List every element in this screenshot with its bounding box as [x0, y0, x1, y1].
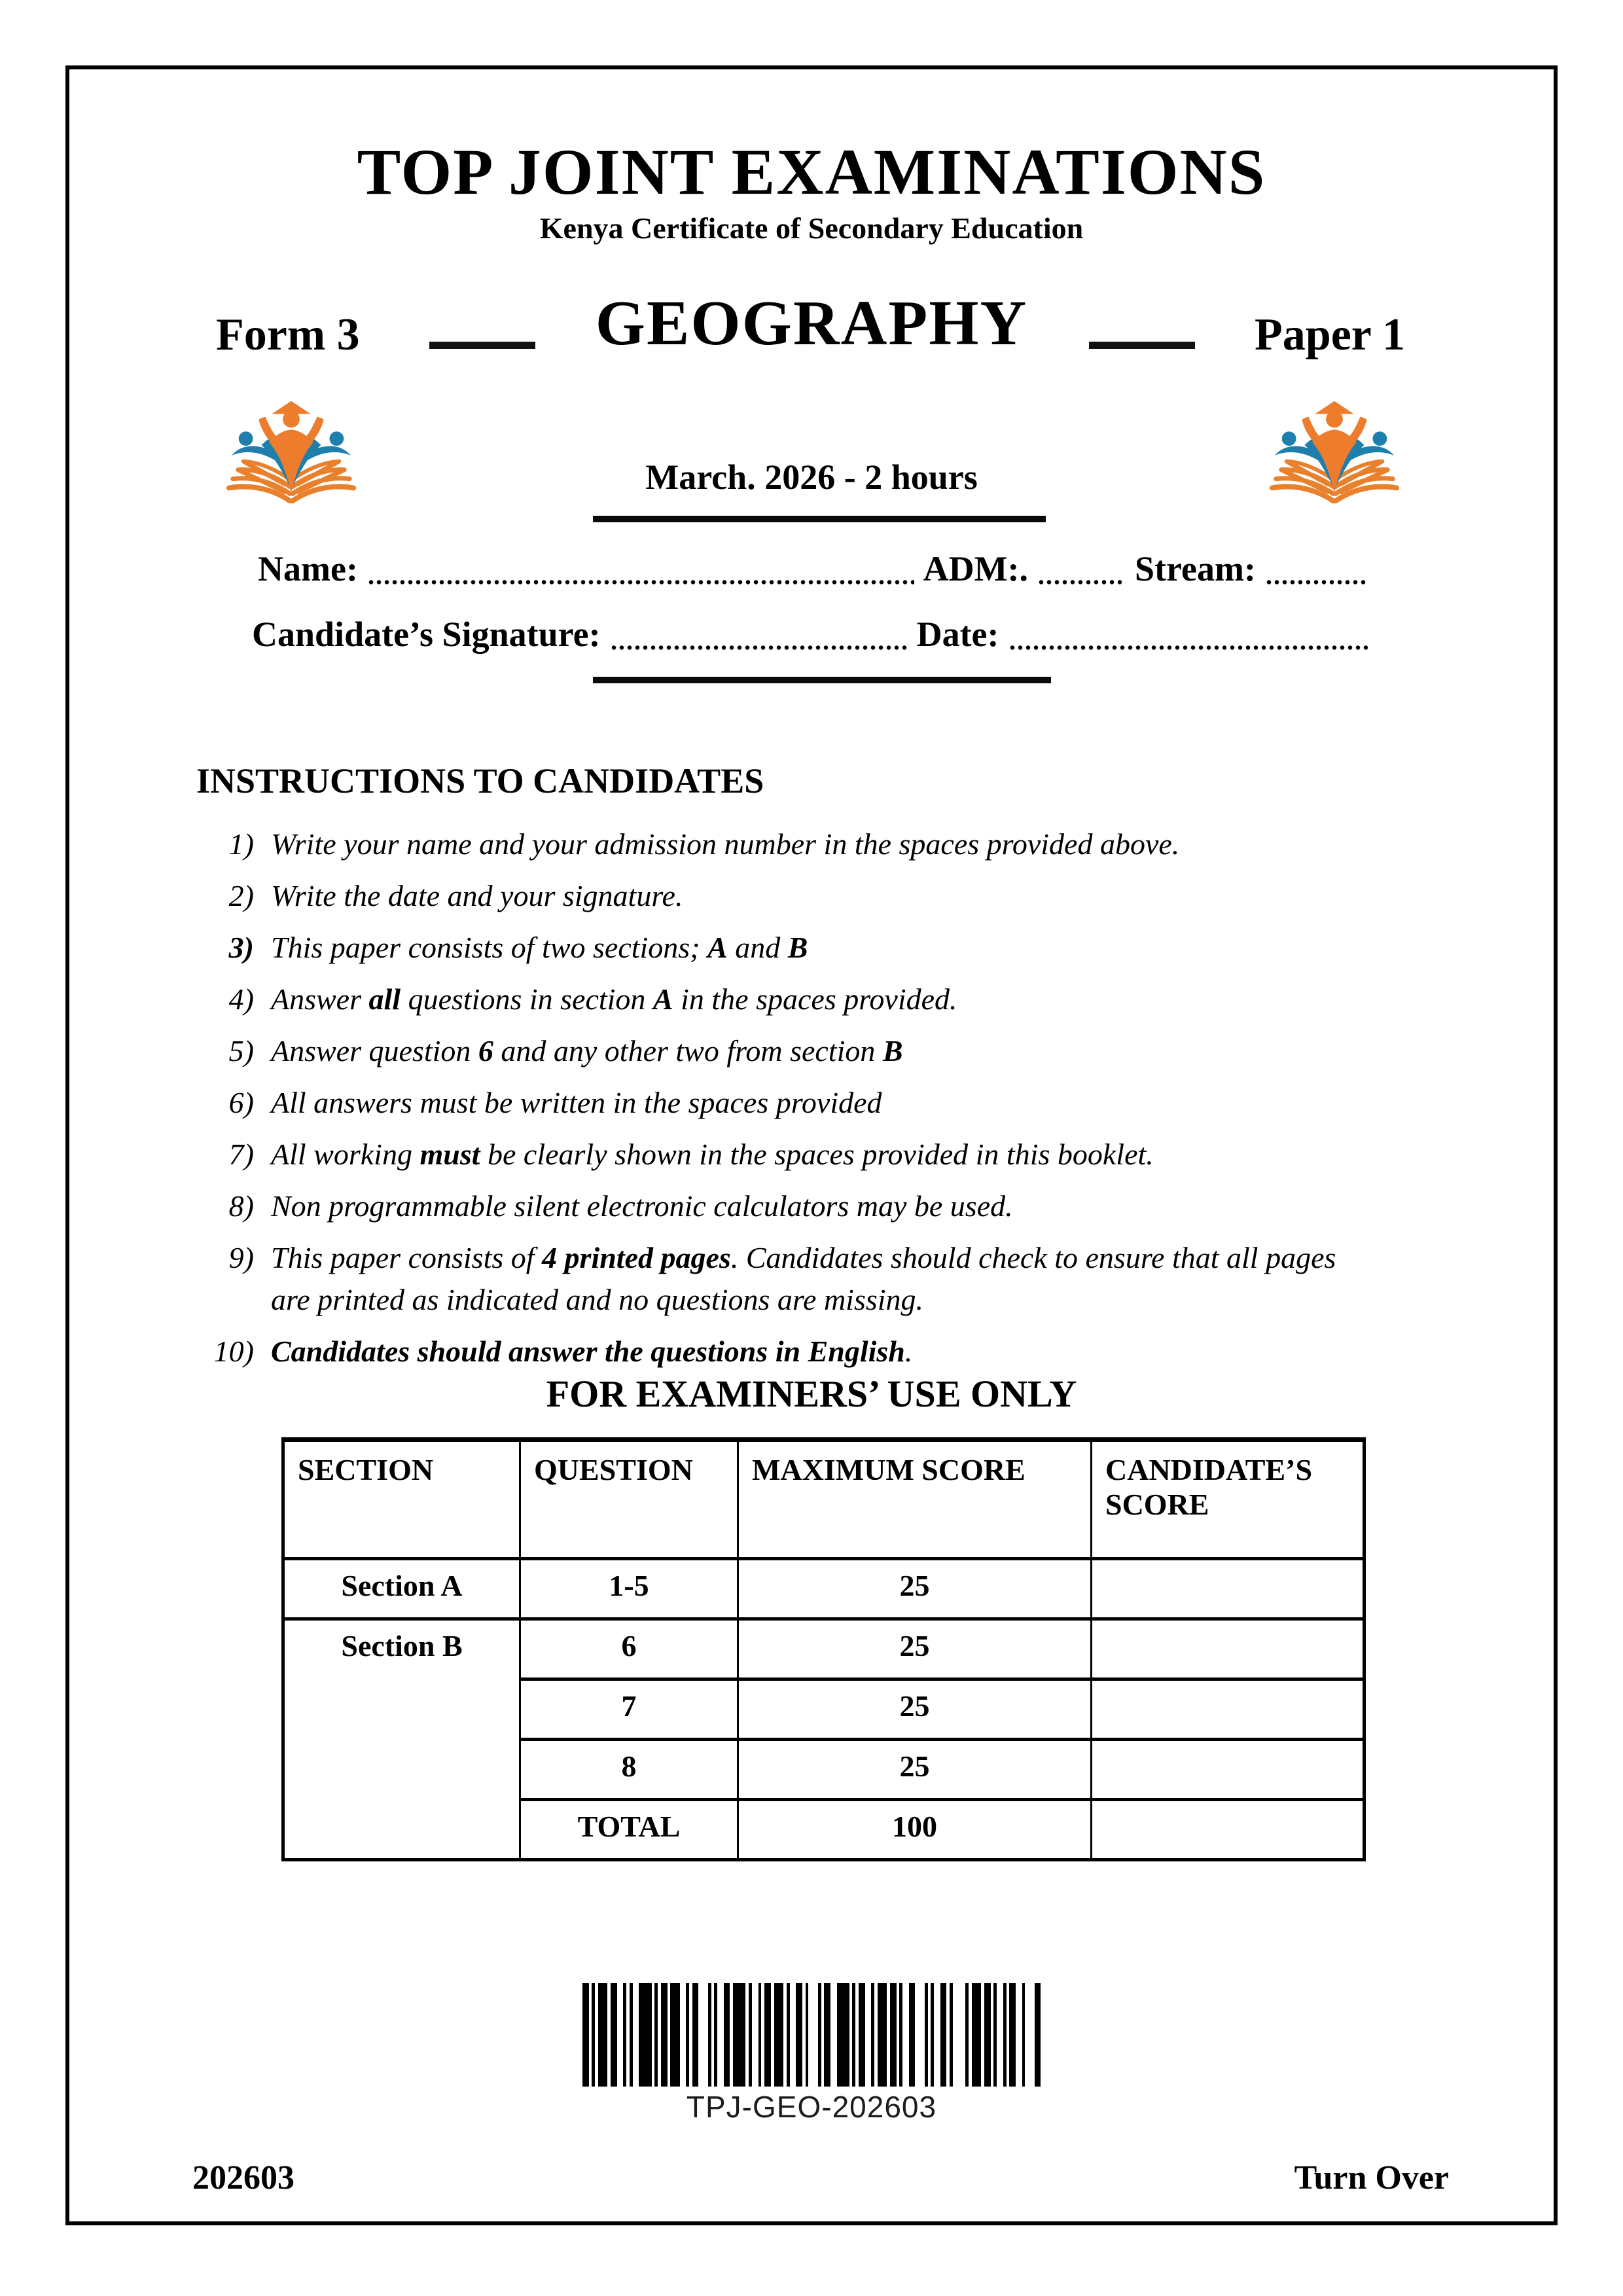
- barcode-bar: [824, 1983, 830, 2087]
- barcode-bar: [639, 1983, 651, 2087]
- instruction-number: 7): [228, 1138, 254, 1171]
- barcode-bar: [611, 1983, 617, 2087]
- instruction-number: 1): [228, 827, 254, 861]
- exam-board-title: TOP JOINT EXAMINATIONS: [357, 135, 1266, 208]
- question-cell: 6: [520, 1619, 738, 1679]
- left-dash-divider: [429, 342, 535, 349]
- barcode-gap: [1025, 1983, 1034, 2087]
- table-row: [283, 1559, 1364, 1619]
- instruction-text: This paper consists of 4 printed pages. Candidates should check to ensure that all pages are printed as indicated and no questions are missing.: [271, 1241, 1336, 1316]
- barcode-bar: [582, 1983, 589, 2087]
- barcode-gap: [808, 1983, 817, 2087]
- barcode-bar: [859, 1983, 865, 2087]
- score-cell: [1092, 1679, 1364, 1740]
- question-cell: 8: [520, 1740, 738, 1800]
- adm-fill-line: [1037, 558, 1126, 585]
- score-cell: [1092, 1740, 1364, 1800]
- divider-rule-top: [593, 516, 1046, 522]
- name-label: Name:: [258, 549, 358, 588]
- col-header-question: QUESTION: [520, 1440, 738, 1559]
- barcode-bar: [984, 1983, 991, 2087]
- instruction-number: 6): [228, 1086, 254, 1119]
- instruction-number: 4): [228, 982, 254, 1016]
- max-score-cell: 25: [738, 1740, 1092, 1800]
- exam-session: March. 2026 - 2 hours: [645, 457, 978, 497]
- instruction-number: 2): [228, 879, 254, 912]
- barcode-bar: [940, 1983, 947, 2087]
- question-cell: 1-5: [520, 1559, 738, 1619]
- instruction-text: All answers must be written in the spaces provided: [271, 1086, 882, 1119]
- date-label: Date:: [916, 615, 999, 654]
- barcode-gap: [1016, 1983, 1022, 2087]
- score-cell: [1092, 1619, 1364, 1679]
- score-cell: [1092, 1800, 1364, 1860]
- instruction-text: This paper consists of two sections; A and B: [271, 931, 808, 964]
- barcode-bar: [878, 1983, 887, 2087]
- stream-fill-line: [1265, 558, 1368, 585]
- instruction-item: [196, 1134, 1381, 1175]
- examiners-heading: FOR EXAMINERS’ USE ONLY: [546, 1372, 1077, 1415]
- score-cell: [1092, 1559, 1364, 1619]
- barcode-gap: [790, 1983, 796, 2087]
- barcode-gap: [633, 1983, 639, 2087]
- barcode-gap: [717, 1983, 724, 2087]
- barcode-bar: [692, 1983, 699, 2087]
- instruction-text: Write the date and your signature.: [271, 879, 683, 912]
- right-dash-divider: [1089, 342, 1195, 349]
- barcode-bar: [796, 1983, 802, 2087]
- instruction-item: [196, 1331, 1381, 1372]
- instruction-number: 3): [228, 931, 254, 964]
- name-fill-line: [367, 558, 914, 585]
- barcode-bar: [724, 1983, 730, 2087]
- section-cell: Section A: [283, 1559, 520, 1619]
- instruction-item: [196, 823, 1381, 865]
- instruction-number: 9): [228, 1241, 254, 1274]
- instruction-text: Candidates should answer the questions in English.: [271, 1335, 913, 1368]
- question-cell: 7: [520, 1679, 738, 1740]
- barcode-gap: [865, 1983, 872, 2087]
- barcode-gap: [902, 1983, 909, 2087]
- instruction-text: Non programmable silent electronic calculators may be used.: [271, 1189, 1013, 1223]
- barcode-bar: [909, 1983, 916, 2087]
- instruction-item: [196, 875, 1381, 917]
- col-header-maximum-score: MAXIMUM SCORE: [738, 1440, 1092, 1559]
- form-level: Form 3: [216, 310, 360, 360]
- signature-row: [252, 614, 1377, 655]
- barcode-gap: [752, 1983, 758, 2087]
- question-cell: TOTAL: [520, 1800, 738, 1860]
- max-score-cell: 25: [738, 1619, 1092, 1679]
- max-score-cell: 25: [738, 1559, 1092, 1619]
- max-score-cell: 25: [738, 1679, 1092, 1740]
- instruction-text: Answer all questions in section A in the spaces provided.: [271, 982, 957, 1016]
- barcode-bar: [598, 1983, 607, 2087]
- barcode-bar: [661, 1983, 668, 2087]
- barcode-gap: [915, 1983, 924, 2087]
- barcode-bar: [1035, 1983, 1041, 2087]
- paper-number: Paper 1: [1255, 310, 1406, 360]
- barcode-bar: [837, 1983, 849, 2087]
- examiners-score-table: [281, 1437, 1366, 1861]
- barcode-gap: [830, 1983, 837, 2087]
- signature-fill-line: [610, 623, 908, 651]
- max-score-cell: 100: [738, 1800, 1092, 1860]
- instruction-number: 10): [213, 1335, 254, 1368]
- instruction-number: 5): [228, 1034, 254, 1067]
- instruction-text: All working must be clearly shown in the spaces provided in this booklet.: [271, 1138, 1154, 1171]
- barcode-gap: [934, 1983, 940, 2087]
- adm-label: ADM:.: [923, 549, 1029, 588]
- barcode-gap: [617, 1983, 624, 2087]
- barcode-bar: [890, 1983, 897, 2087]
- barcode-bar: [1009, 1983, 1016, 2087]
- instruction-number: 8): [228, 1189, 254, 1223]
- barcode-bar: [764, 1983, 771, 2087]
- subject-title: GEOGRAPHY: [595, 288, 1028, 359]
- barcode-bar: [733, 1983, 745, 2087]
- table-row: [283, 1619, 1364, 1679]
- barcode-gap: [953, 1983, 965, 2087]
- instruction-text: Write your name and your admission number in the spaces provided above.: [271, 827, 1180, 861]
- table-header-row: [283, 1440, 1364, 1559]
- instruction-text: Answer question 6 and any other two from section B: [271, 1034, 903, 1067]
- instruction-item: [196, 978, 1381, 1020]
- instructions-list: [196, 823, 1381, 1382]
- section-cell: Section B: [283, 1619, 520, 1860]
- date-fill-line: [1008, 623, 1368, 651]
- signature-label: Candidate’s Signature:: [252, 615, 601, 654]
- divider-rule-bottom: [593, 677, 1051, 683]
- exam-board-subtitle: Kenya Certificate of Secondary Education: [539, 211, 1084, 245]
- barcode-gap: [680, 1983, 687, 2087]
- name-row: [258, 548, 1377, 589]
- stream-label: Stream:: [1135, 549, 1256, 588]
- barcode-bar: [670, 1983, 679, 2087]
- footer-paper-code: 202603: [192, 2159, 294, 2197]
- col-header-candidates-score: CANDIDATE’S SCORE: [1092, 1440, 1364, 1559]
- col-header-section: SECTION: [283, 1440, 520, 1559]
- instruction-item: [196, 927, 1381, 969]
- instructions-heading: INSTRUCTIONS TO CANDIDATES: [196, 761, 764, 800]
- footer-turn-over: Turn Over: [1294, 2159, 1449, 2197]
- barcode-bar: [972, 1983, 981, 2087]
- barcode-label: TPJ-GEO-202603: [686, 2090, 937, 2124]
- barcode-gap: [698, 1983, 707, 2087]
- instruction-item: [196, 1185, 1381, 1227]
- instruction-item: [196, 1082, 1381, 1124]
- barcode-gap: [997, 1983, 1003, 2087]
- barcode: [582, 1983, 1041, 2087]
- instruction-item: [196, 1030, 1381, 1072]
- instruction-item: [196, 1237, 1381, 1321]
- barcode-bar: [774, 1983, 783, 2087]
